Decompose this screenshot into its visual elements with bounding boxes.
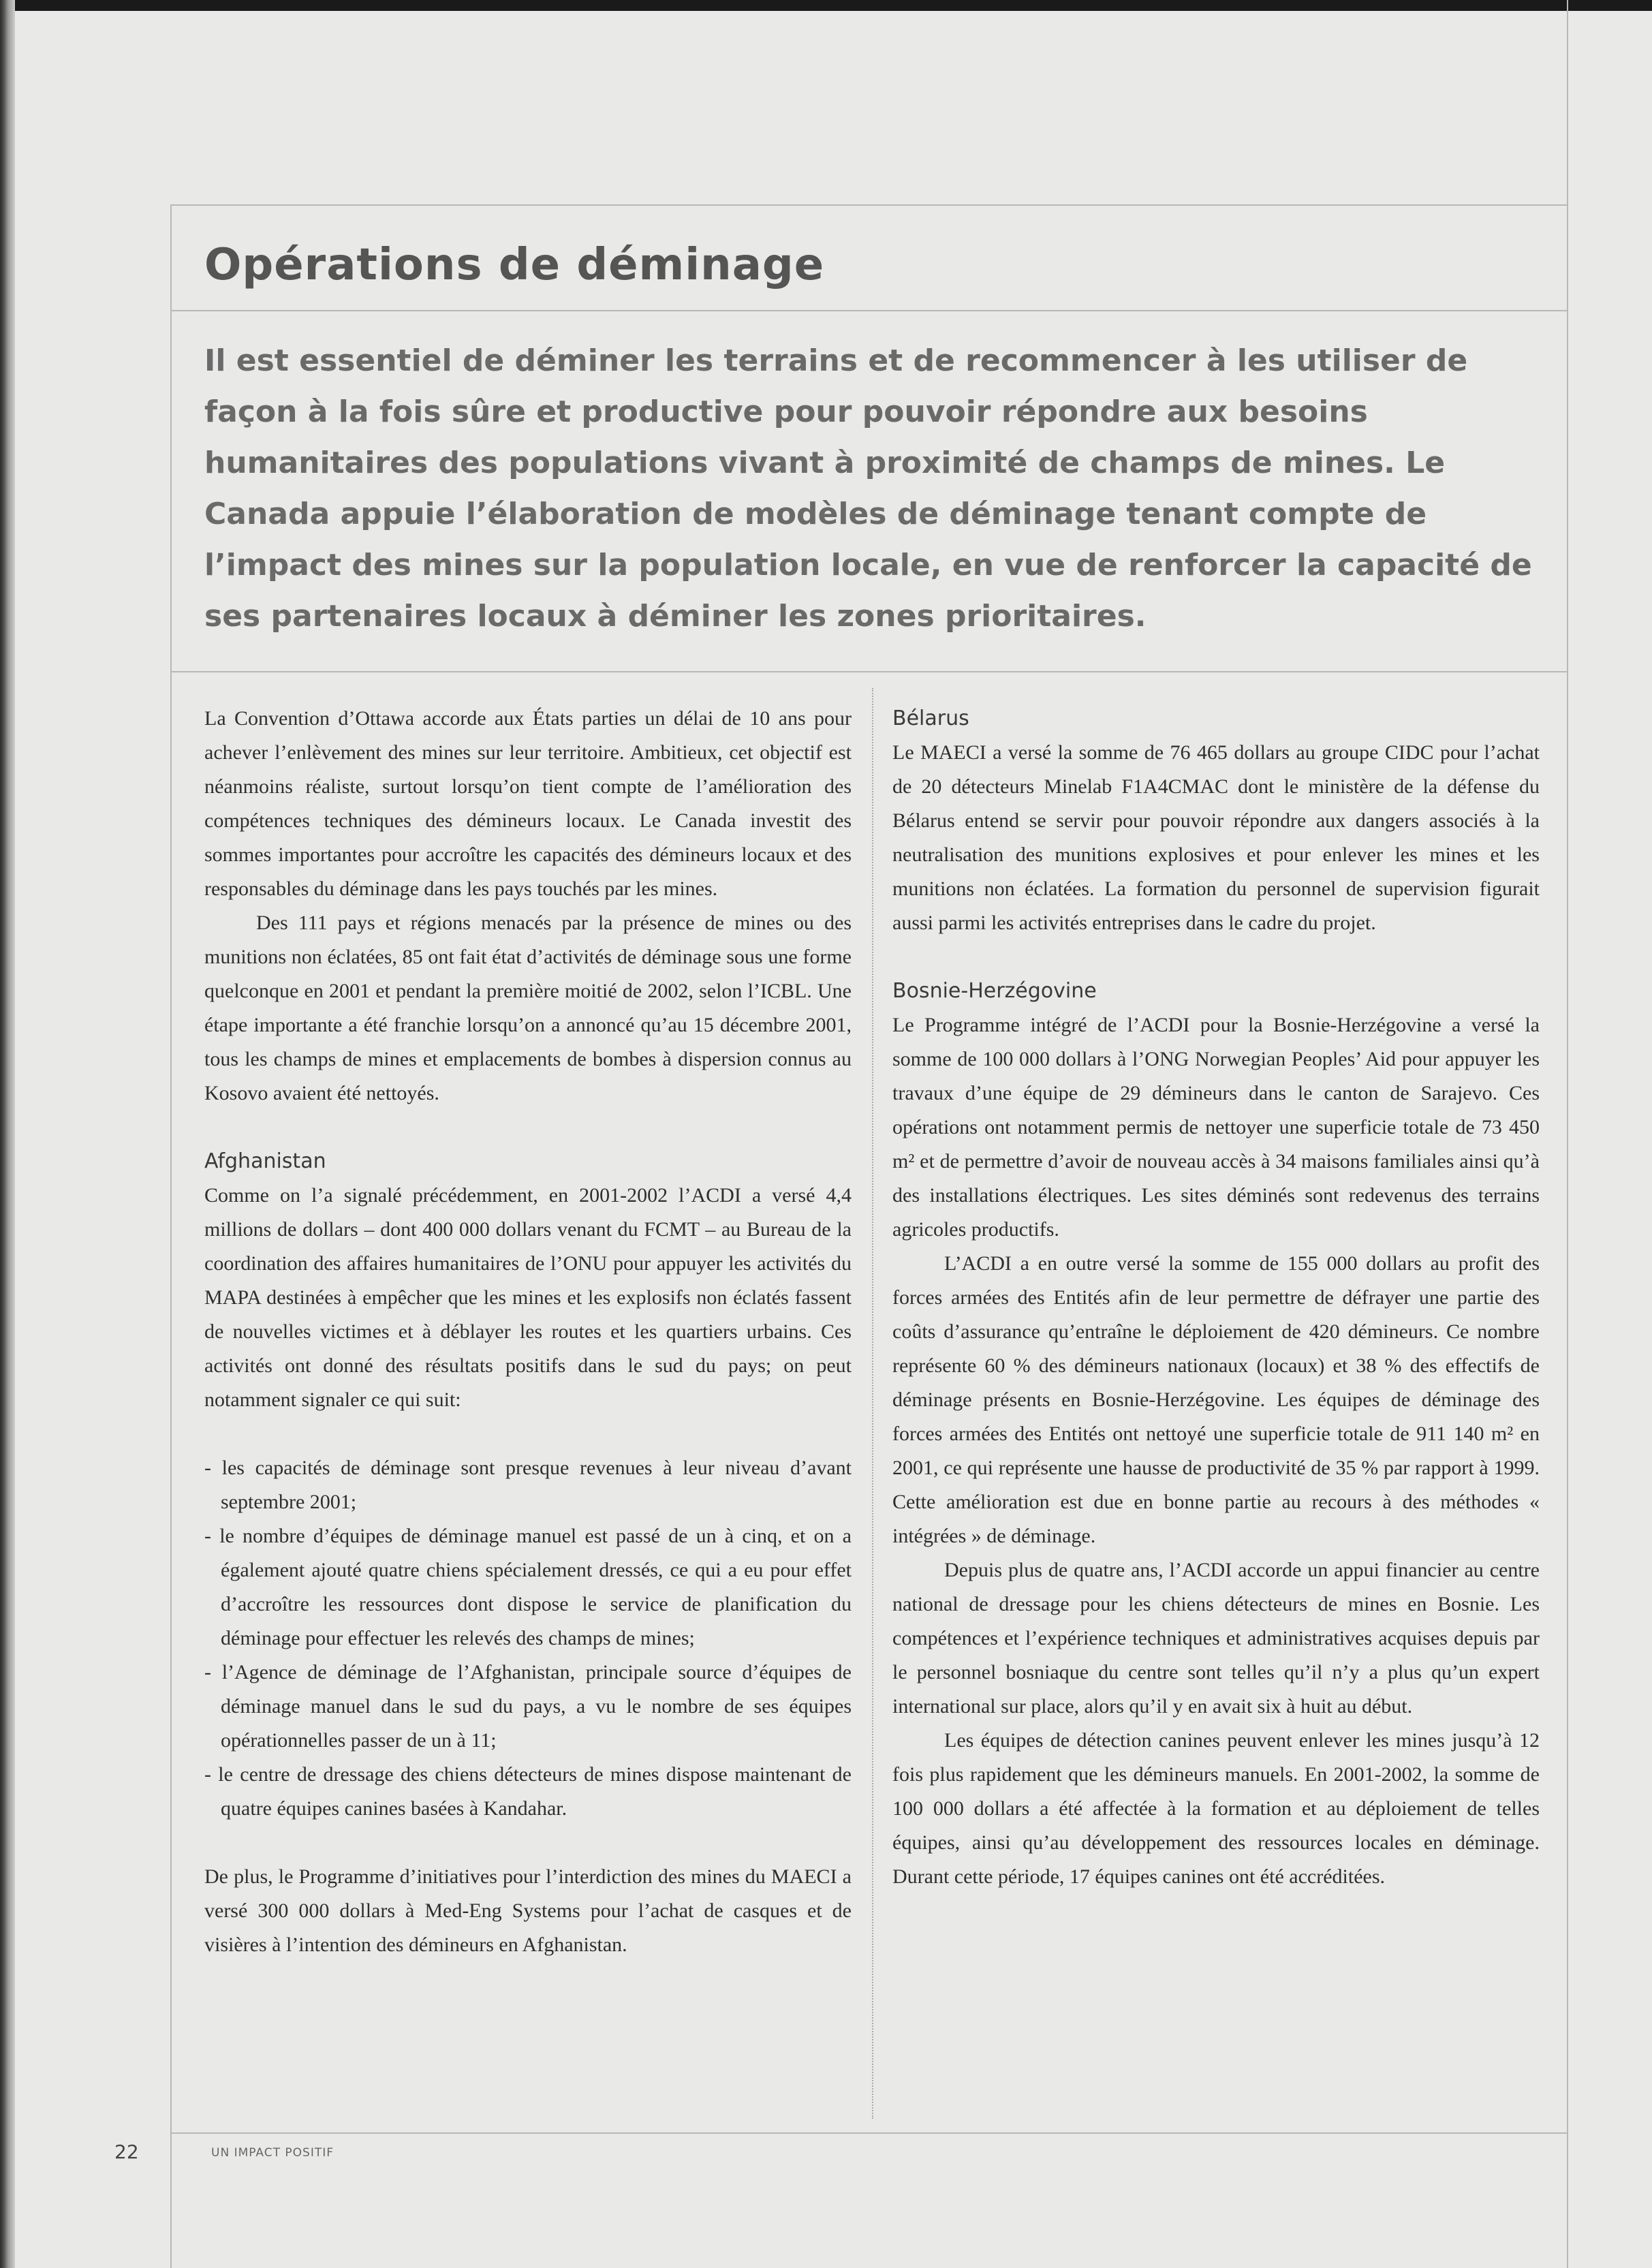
scan-top-edge xyxy=(0,0,1652,11)
footer-rule xyxy=(170,2132,1568,2134)
right-rule xyxy=(1567,0,1568,2268)
list-item: - le centre de dressage des chiens détecteurs de mines dispose maintenant de quatre équipes canines basées à Kandahar. xyxy=(204,1758,852,1826)
list-item: - le nombre d’équipes de déminage manuel est passé de un à cinq, et on a également ajouté quatre chiens spécialement dressés, ce qui a eu pour effet d’accroître les ressources dont dispose le service de planification du déminage pour effectuer les relevés des champs de mines; xyxy=(204,1519,852,1656)
section-heading-bosnie: Bosnie-Herzégovine xyxy=(892,979,1097,1003)
lead-paragraph: Il est essentiel de déminer les terrains et de recommencer à les utiliser de façon à la fois sûre et productive pour pouvoir répondre aux besoins humanitaires des populations vivant à proximité de champs de mines. Le Canada appuie l’élaboration de modèles de déminage tenant compte de l’impact des mines sur la population locale, en vue de renforcer la capacité de ses partenaires locaux à déminer les zones prioritaires. xyxy=(204,343,1532,634)
running-footer: UN IMPACT POSITIF xyxy=(211,2146,334,2160)
bosnie-paragraph-2: L’ACDI a en outre versé la somme de 155 000 dollars au profit des forces armées des Entités afin de leur permettre de défrayer une partie des coûts d’assurance qu’entraîne le déploiement de 420 démineurs. Ce nombre représente 60 % des démineurs nationaux (locaux) et 38 % des effectifs de déminage présents en Bosnie-Herzégovine. Les équipes de déminage des forces armées des Entités ont nettoyé une superficie totale de 911 140 m² en 2001, ce qui représente une hausse de productivité de 35 % par rapport à 1999. Cette amélioration est due en bonne partie au recours à des méthodes « intégrées » de déminage. xyxy=(892,1252,1540,1547)
intro-paragraph-1: La Convention d’Ottawa accorde aux États parties un délai de 10 ans pour achever l’enlèvement des mines sur leur territoire. Ambitieux, cet objectif est néanmoins réaliste, surtout lorsqu’on tient compte de l’amélioration des compétences techniques des démineurs locaux. Le Canada investit des sommes importantes pour accroître les capacités des démineurs locaux et des responsables du déminage dans les pays touchés par les mines. xyxy=(204,707,852,900)
column-divider xyxy=(872,688,873,2119)
bosnie-paragraph-1: Le Programme intégré de l’ACDI pour la Bosnie-Herzégovine a versé la somme de 100 000 dollars à l’ONG Norwegian Peoples’ Aid pour appuyer les travaux d’une équipe de 29 démineurs dans le canton de Sarajevo. Ces opérations ont notamment permis de nettoyer une superficie totale de 73 450 m² et de permettre d’avoir de nouveau accès à 34 maisons familiales ainsi qu’à des installations électriques. Les sites déminés sont redevenus des terrains agricoles productifs. xyxy=(892,1014,1540,1241)
lead-bottom-rule xyxy=(170,671,1568,672)
left-rule xyxy=(170,204,172,2268)
intro-paragraph-2: Des 111 pays et régions menacés par la présence de mines ou des munitions non éclatées, 85 ont fait état d’activités de déminage sous une forme quelconque en 2001 et pendant la première moitié de 2002, selon l’ICBL. Une étape importante a été franchie lorsqu’on a annoncé qu’au 15 décembre 2001, tous les champs de mines et emplacements de bombes à dispersion connus au Kosovo avaient été nettoyés. xyxy=(204,912,852,1104)
afghanistan-paragraph-2: De plus, le Programme d’initiatives pour l’interdiction des mines du MAECI a versé 300 000 dollars à Med-Eng Systems pour l’achat de casques et de visières à l’intention des démineurs en Afghanistan. xyxy=(204,1865,852,1956)
list-item: - l’Agence de déminage de l’Afghanistan, principale source d’équipes de déminage manuel dans le sud du pays, a vu le nombre de ses équipes opérationnelles passer de un à 11; xyxy=(204,1656,852,1758)
page-title: Opérations de déminage xyxy=(204,240,825,290)
belarus-paragraph: Le MAECI a versé la somme de 76 465 dollars au groupe CIDC pour l’achat de 20 détecteurs Minelab F1A4CMAC dont le ministère de la défense du Bélarus entend se servir pour pouvoir répondre aux dangers associés à la neutralisation des munitions explosives et pour enlever les mines et les munitions non éclatées. La formation du personnel de supervision figurait aussi parmi les activités entreprises dans le cadre du projet. xyxy=(892,741,1540,934)
binding-spine xyxy=(0,0,15,2268)
afghanistan-results-list xyxy=(204,1451,852,1826)
left-column xyxy=(204,702,852,1962)
right-column xyxy=(892,702,1540,1894)
section-heading-belarus: Bélarus xyxy=(892,706,969,730)
section-heading-afghanistan: Afghanistan xyxy=(204,1149,326,1173)
afghanistan-paragraph-1: Comme on l’a signalé précédemment, en 2001-2002 l’ACDI a versé 4,4 millions de dollars – dont 400 000 dollars venant du FCMT – au Bureau de la coordination des affaires humanitaires de l’ONU pour appuyer les activités du MAPA destinées à empêcher que les mines et les explosifs non éclatés fassent de nouvelles victimes et à déblayer les routes et les quartiers urbains. Ces activités ont donné des résultats positifs dans le sud du pays; on peut notamment signaler ce qui suit: xyxy=(204,1184,852,1411)
page-number: 22 xyxy=(114,2141,139,2163)
title-rule xyxy=(170,310,1568,311)
bosnie-paragraph-4: Les équipes de détection canines peuvent enlever les mines jusqu’à 12 fois plus rapidement que les démineurs manuels. En 2001-2002, la somme de 100 000 dollars a été affectée à la formation et au déploiement de telles équipes, ainsi qu’au développement des ressources locales en déminage. Durant cette période, 17 équipes canines ont été accréditées. xyxy=(892,1729,1540,1888)
bosnie-paragraph-3: Depuis plus de quatre ans, l’ACDI accorde un appui financier au centre national de dressage pour les chiens détecteurs de mines en Bosnie. Les compétences et l’expérience techniques et administratives acquises depuis par le personnel bosniaque du centre sont telles qu’il n’y a plus qu’un expert international sur place, alors qu’il y en avait six à huit au début. xyxy=(892,1559,1540,1718)
top-rule xyxy=(170,204,1568,206)
list-item: - les capacités de déminage sont presque revenues à leur niveau d’avant septembre 2001; xyxy=(204,1451,852,1519)
